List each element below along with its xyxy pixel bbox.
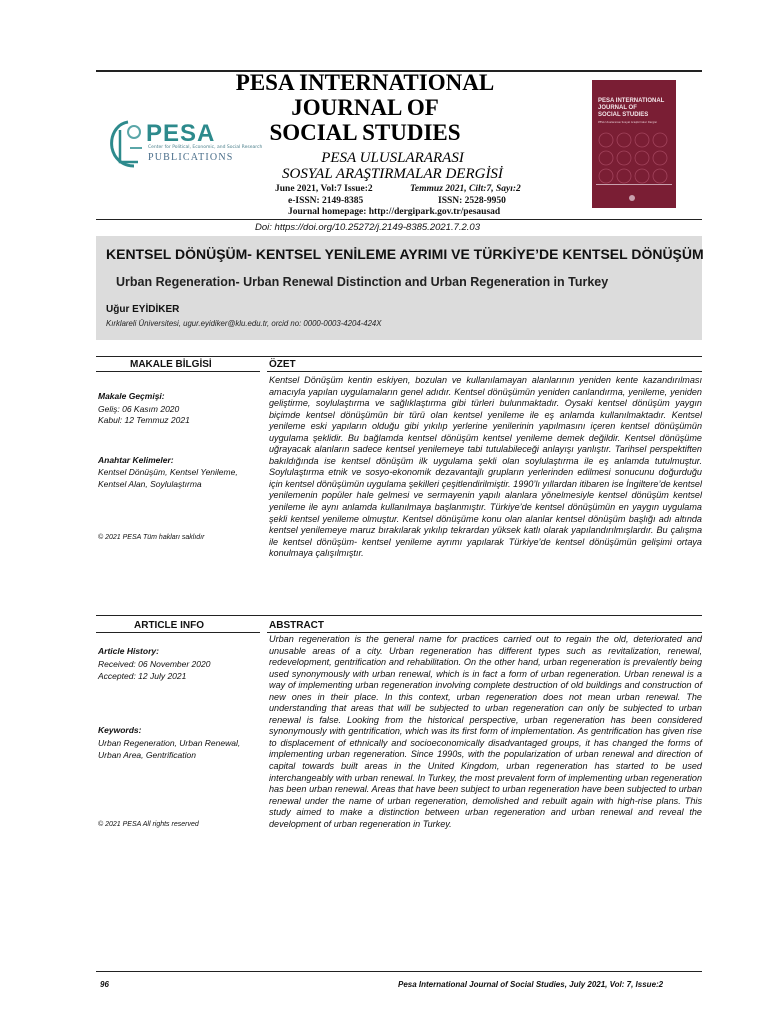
author-name: Uğur EYİDİKER [106,304,180,315]
journal-homepage[interactable]: Journal homepage: http://dergipark.gov.tr/pesausad [288,207,501,217]
article-title-english: Urban Regeneration- Urban Renewal Distinction and Urban Regeneration in Turkey [116,275,609,289]
doi-rule [96,219,702,220]
cover-title-line-2: JOURNAL OF [598,105,637,111]
tr-info-heading-underline [96,371,260,372]
logo-subtext: Center for Political, Economic, and Social Research [148,145,263,150]
date-tr: Temmuz 2021, Cilt:7, Sayı:2 [410,184,521,194]
journal-cover-image [592,80,676,208]
en-abstract-heading: ABSTRACT [269,620,324,631]
tr-accepted-date: Kabul: 12 Temmuz 2021 [98,415,190,425]
pesa-logo-mark-icon [108,118,148,170]
tr-copyright: © 2021 PESA Tüm hakları saklıdır [98,534,205,541]
en-history-label: Article History: [98,646,159,656]
cover-title-line-1: PESA INTERNATIONAL [598,98,665,104]
footer-rule [96,971,702,972]
doi-link[interactable]: Doi: https://doi.org/10.25272/j.2149-8385.2021.7.2.03 [255,222,481,233]
article-title-box [96,236,702,340]
article-title-turkish: KENTSEL DÖNÜŞÜM- KENTSEL YENİLEME AYRIMI VE TÜRKİYE’DE KENTSEL DÖNÜŞÜM [106,246,704,262]
tr-abstract-heading: ÖZET [269,359,296,370]
tr-keywords-line-1: Kentsel Dönüşüm, Kentsel Yenileme, [98,467,238,477]
journal-title [230,70,500,145]
tr-info-heading: MAKALE BİLGİSİ [130,359,212,370]
date-en: June 2021, Vol:7 Issue:2 [275,184,373,194]
en-abstract-heading-underline [267,632,702,633]
en-info-heading: ARTICLE INFO [134,620,204,631]
journal-title-tr-line-2: SOSYAL ARAŞTIRMALAR DERGİSİ [282,166,503,182]
en-keywords-line-2: Urban Area, Gentrification [98,750,196,760]
tr-section-top-rule [96,356,702,357]
logo-publications: PUBLICATIONS [148,152,234,163]
journal-title-line-2: JOURNAL OF [291,95,439,120]
footer-citation: Pesa International Journal of Social Studies, July 2021, Vol: 7, Issue:2 [398,980,664,989]
en-info-heading-underline [96,632,260,633]
tr-received-date: Geliş: 06 Kasım 2020 [98,404,180,414]
en-keywords-line-1: Urban Regeneration, Urban Renewal, [98,738,241,748]
cover-title [598,98,674,119]
en-copyright: © 2021 PESA All rights reserved [98,821,199,828]
issn: ISSN: 2528-9950 [438,196,506,206]
pesa-logo [108,118,263,170]
en-keywords-label: Keywords: [98,725,142,735]
en-received-date: Received: 06 November 2020 [98,659,211,669]
journal-title-turkish [275,150,510,182]
eissn: e-ISSN: 2149-8385 [288,196,364,206]
tr-section-bottom-rule [96,615,702,616]
page-number: 96 [100,980,109,989]
journal-title-line-1: PESA INTERNATIONAL [235,70,495,95]
tr-abstract-heading-underline [267,371,702,372]
tr-abstract-text: Kentsel Dönüşüm kentin eskiyen, bozulan ve kullanılamayan alanlarının yeniden kente kazandırılması amacıyla yapılan uygulamaların genel adıdır. Kentsel dönüşümün yeniden canlandırma, yenileme, yeniden geliştirme, soylulaştırma ve sağlıklaştırma gibi türleri bulunmaktadır. Oysaki kentsel dönüşüm yaygın biçimde kentsel dönüşümün bir türü olan kentsel yenileme ile eş anlamda kullanılmaktadır. Kentsel yenileme eski yapıların olduğu gibi yıkılıp yerlerine yenilerinin yapılmasını içeren kentsel dönüşümün uygulama şeklidir. Bu bağlamda kentsel dönüşüm kentsel yenileme demek değildir. Kentsel dönüşüme uğrayacak alanların sadece kentsel yenilemeye tabi tutulabileceği anlayışı yanlıştır. Tarihsel perspektiften bakıldığında ise kentsel dönüşüm ilk uygulama şekli olan soylulaştırma ile eş anlamda tutulmuştur. Soylulaştırma etnik ve sosyo-ekonomik dezavantajlı grupların yerlerinden edilmesi sonucunu doğurduğu için kentsel dönüşümün uygulama şekilleri çeşitlendirilmiştir. 1990’lı yıllardan itibaren ise İngiltere’de kentsel yenilemenin popüler hale gelmesi ve sermayenin yapılı alanlara yönelmesiyle kentsel dönüşüm kentsel yenileme ile aynı anlamda kullanılmaya başlanmıştır. Türkiye’de kentsel dönüşümün en yaygın uygulama şekli kentsel yenileme olmuştur. Kentsel dönüşüme konu olan alanlar kentsel dönüşüm başlığı adı altında kentsel yenilemeye maruz bırakılarak yıkılıp tekrardan yüksek katlı olarak yapılandırılmışlardır. Bu çalışma ile kentsel dönüşüm- kentsel yenileme ayrımı yapılarak Türkiye’de kentsel dönüşümün gelişimi ortaya konulmaya çalışılmıştır. [269,375,702,559]
tr-history-label: Makale Geçmişi: [98,391,165,401]
tr-keywords-label: Anahtar Kelimeler: [98,455,174,465]
en-accepted-date: Accepted: 12 July 2021 [98,671,187,681]
logo-wordmark: PESA [146,120,216,147]
cover-subtitle: PESA Uluslararası Sosyal Araştırmalar Dergisi [598,121,657,124]
journal-title-tr-line-1: PESA ULUSLARARASI [321,150,464,166]
en-abstract-text: Urban regeneration is the general name for practices carried out to regain the old, deteriorated and unusable areas of a city. Urban regeneration has different types such as revitalization, renewal, redevelopment, gentrification and rehabilitation. On the other hand, urban regeneration is prevalently being used synonymously with urban renewal, which is in fact a form of urban regeneration. Urban renewal is a way of implementing urban regeneration involving complete destruction of old buildings and construction of new ones in their place. In this context, urban regeneration does not mean urban renewal. The understanding that areas that will be subjected to urban regeneration can only be subjected to urban renewal is false. Looking from the historical perspective, urban regeneration has been considered synonymously with gentrification, which was its first form of implementation. As gentrification has given rise to displacement of ethnically and socioeconomically disadvantaged groups, it has changed the forms of implementing urban regeneration. Since 1990s, with the popularization of urban renewal and direction of capital towards built areas in the United Kingdom, urban regeneration has started to be used interchangeably with urban renewal. In Turkey, the most prevalent form of implementing urban regeneration has been urban renewal. Areas that have been subject to urban regeneration have been subjected to urban renewal under the name of urban regeneration, demolished and rebuilt again with high-rise plans. This study aimed to make a distinction between urban regeneration and urban renewal and reveal the development of urban regeneration in Turkey. [269,634,702,829]
tr-keywords-line-2: Kentsel Alan, Soylulaştırma [98,479,202,489]
cover-title-line-3: SOCIAL STUDIES [598,112,649,118]
author-affiliation: Kırklareli Üniversitesi, ugur.eyidiker@klu.edu.tr, orcid no: 0000-0003-4204-424X [106,319,382,328]
journal-title-line-3: SOCIAL STUDIES [269,120,461,145]
